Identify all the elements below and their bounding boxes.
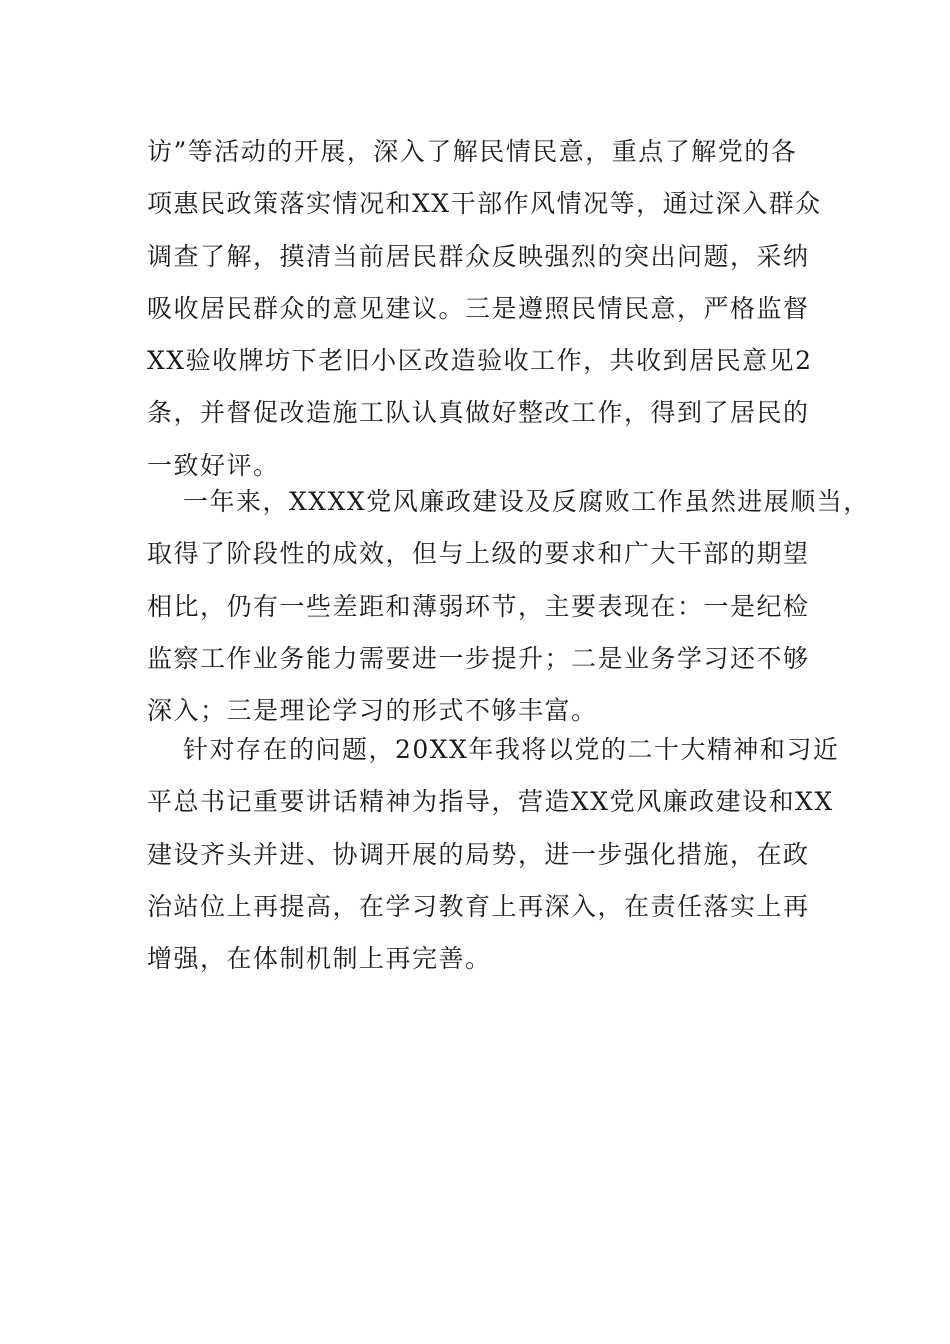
paragraph-plan [147,724,840,985]
text-line: 项惠民政策落实情况和XX干部作风情况等，通过深入群众 [147,189,822,219]
text-line: 一致好评。 [147,450,280,480]
text-line: 治站位上再提高，在学习教育上再深入，在责任落实上再 [147,891,810,921]
paragraph-shortcomings [147,476,870,737]
text-line: 针对存在的问题，20XX年我将以党的二十大精神和习近 [183,735,840,764]
text-line: 访”等活动的开展，深入了解民情民意，重点了解党的各 [147,137,798,166]
text-line: 调查了解，摸清当前居民群众反映强烈的突出问题，采纳 [147,241,810,271]
text-line: 吸收居民群众的意见建议。三是遵照民情民意，严格监督 [147,293,810,323]
text-line: 取得了阶段性的成效，但与上级的要求和广大干部的期望 [147,539,810,569]
text-line: XX验收牌坊下老旧小区改造验收工作，共收到居民意见2 [147,346,813,376]
text-line: 相比，仍有一些差距和薄弱环节，主要表现在：一是纪检 [147,591,810,621]
text-line: 增强，在体制机制上再完善。 [147,944,492,974]
text-line: 条，并督促改造施工队认真做好整改工作，得到了居民的 [147,398,810,428]
text-line: 深入；三是理论学习的形式不够丰富。 [147,696,598,726]
text-line: 监察工作业务能力需要进一步提升；二是业务学习还不够 [147,643,810,673]
text-line: 建设齐头并进、协调开展的局势，进一步强化措施，在政 [147,839,810,869]
text-line: 平总书记重要讲话精神为指导，营造XX党风廉政建设和XX [147,787,834,817]
paragraph-continuation [147,126,827,492]
text-line: 一年来，XXXX党风廉政建设及反腐败工作虽然进展顺当， [183,487,870,516]
